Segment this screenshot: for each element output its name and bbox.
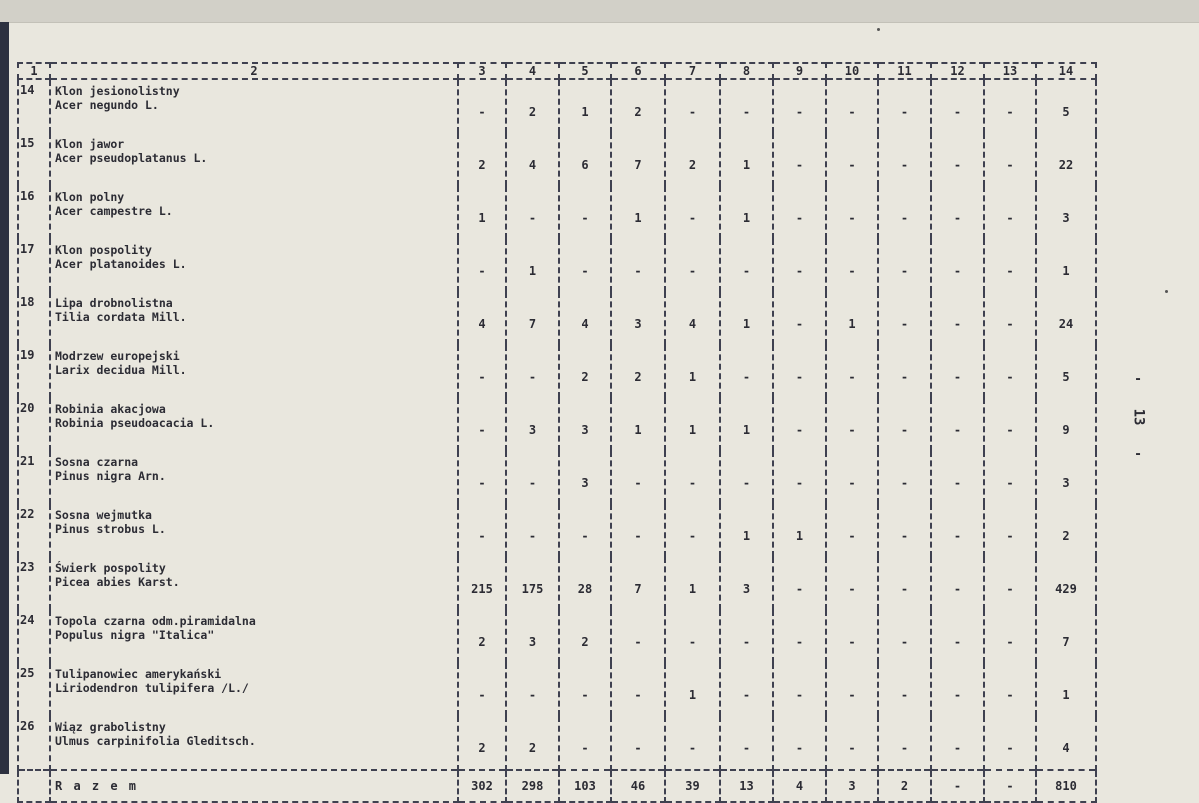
value-cell: - [665,504,720,557]
value-cell: 1 [458,186,506,239]
value-cell: - [931,345,984,398]
latin-name: Pinus nigra Arn. [55,469,166,483]
value-cell: - [984,79,1036,133]
species-name-cell [50,186,458,239]
value-cell: 4 [665,292,720,345]
value-cell: 1 [720,186,773,239]
row-number: 20 [18,398,50,451]
value-cell: - [984,716,1036,770]
value-cell: - [878,398,931,451]
value-cell: 1 [665,557,720,610]
value-cell: 1 [506,239,559,292]
total-cell: 3 [826,770,878,802]
species-name-cell [50,292,458,345]
value-cell: - [984,610,1036,663]
value-cell: - [611,663,665,716]
paper-top-edge [0,0,1199,23]
value-cell: - [611,716,665,770]
total-cell: 39 [665,770,720,802]
species-name-cell [50,504,458,557]
value-cell: - [720,716,773,770]
table-row [18,663,1096,716]
table-row [18,345,1096,398]
species-table [17,62,1097,803]
value-cell: 7 [1036,610,1096,663]
header-cell: 1 [18,63,50,79]
row-number: 17 [18,239,50,292]
value-cell: - [931,292,984,345]
value-cell: - [826,345,878,398]
value-cell: - [984,292,1036,345]
value-cell: - [665,79,720,133]
value-cell: - [458,663,506,716]
value-cell: - [773,663,826,716]
value-cell: - [458,398,506,451]
species-name-cell [50,663,458,716]
value-cell: - [559,186,611,239]
total-cell: 298 [506,770,559,802]
total-cell: 103 [559,770,611,802]
polish-name: Modrzew europejski [55,349,180,363]
value-cell: 2 [559,610,611,663]
value-cell: - [878,557,931,610]
page-dash: - [1134,447,1142,462]
value-cell: - [458,79,506,133]
value-cell: 5 [1036,345,1096,398]
header-cell: 3 [458,63,506,79]
value-cell: - [826,504,878,557]
value-cell: - [458,451,506,504]
value-cell: 2 [611,79,665,133]
value-cell: - [826,186,878,239]
value-cell: 3 [506,610,559,663]
value-cell: 429 [1036,557,1096,610]
latin-name: Larix decidua Mill. [55,363,187,377]
value-cell: 4 [559,292,611,345]
value-cell: 1 [1036,239,1096,292]
value-cell: 9 [1036,398,1096,451]
value-cell: - [611,239,665,292]
total-cell: 4 [773,770,826,802]
value-cell: 4 [458,292,506,345]
value-cell: - [931,79,984,133]
latin-name: Acer negundo L. [55,98,159,112]
value-cell: - [826,451,878,504]
value-cell: - [665,239,720,292]
header-cell: 9 [773,63,826,79]
latin-name: Tilia cordata Mill. [55,310,187,324]
value-cell: 1 [720,504,773,557]
table-row [18,292,1096,345]
value-cell: - [665,451,720,504]
polish-name: Sosna wejmutka [55,508,152,522]
polish-name: Tulipanowiec amerykański [55,667,222,681]
species-name-cell [50,345,458,398]
row-number: 26 [18,716,50,770]
latin-name: Populus nigra "Italica" [55,628,215,642]
value-cell: - [773,398,826,451]
value-cell: - [931,451,984,504]
value-cell: - [773,186,826,239]
value-cell: - [826,557,878,610]
value-cell: 2 [1036,504,1096,557]
value-cell: 2 [506,79,559,133]
value-cell: - [720,79,773,133]
value-cell: - [720,239,773,292]
polish-name: Klon pospolity [55,243,152,257]
total-cell: 302 [458,770,506,802]
value-cell: - [984,398,1036,451]
value-cell: 2 [559,345,611,398]
value-cell: - [878,292,931,345]
header-cell: 2 [50,63,458,79]
value-cell: - [826,133,878,186]
value-cell: - [611,451,665,504]
latin-name: Acer campestre L. [55,204,173,218]
header-cell: 12 [931,63,984,79]
latin-name: Pinus strobus L. [55,522,166,536]
value-cell: - [931,186,984,239]
polish-name: Klon polny [55,190,125,204]
row-number: 23 [18,557,50,610]
latin-name: Picea abies Karst. [55,575,180,589]
value-cell: - [826,716,878,770]
value-cell: 1 [720,133,773,186]
value-cell: - [931,663,984,716]
table-row [18,716,1096,770]
polish-name: Klon jesionolistny [55,84,180,98]
header-cell: 7 [665,63,720,79]
value-cell: - [773,557,826,610]
value-cell: - [559,239,611,292]
value-cell: - [826,610,878,663]
value-cell: 1 [611,398,665,451]
value-cell: - [559,504,611,557]
value-cell: - [931,504,984,557]
value-cell: - [773,79,826,133]
value-cell: 7 [611,557,665,610]
value-cell: - [506,345,559,398]
value-cell: 3 [506,398,559,451]
value-cell: - [665,186,720,239]
table-row [18,451,1096,504]
polish-name: Świerk pospolity [55,561,166,575]
header-cell: 6 [611,63,665,79]
row-number: 25 [18,663,50,716]
value-cell: - [878,716,931,770]
value-cell: - [984,186,1036,239]
row-number: 19 [18,345,50,398]
polish-name: Wiąz grabolistny [55,720,166,734]
value-cell: - [720,610,773,663]
value-cell: - [878,451,931,504]
value-cell: - [931,239,984,292]
value-cell: - [773,451,826,504]
value-cell: - [878,79,931,133]
value-cell: - [878,345,931,398]
value-cell: 215 [458,557,506,610]
value-cell: - [458,504,506,557]
value-cell: - [559,663,611,716]
latin-name: Liriodendron tulipifera /L./ [55,681,249,695]
total-cell: 2 [878,770,931,802]
value-cell: - [773,239,826,292]
value-cell: - [611,610,665,663]
value-cell: - [931,557,984,610]
species-name-cell [50,133,458,186]
species-name-cell [50,239,458,292]
value-cell: - [773,716,826,770]
species-name-cell [50,557,458,610]
value-cell: - [984,345,1036,398]
value-cell: - [506,663,559,716]
value-cell: - [720,451,773,504]
total-cell: 810 [1036,770,1096,802]
table-row [18,504,1096,557]
table-row [18,186,1096,239]
value-cell: 4 [506,133,559,186]
value-cell: 2 [458,610,506,663]
latin-name: Robinia pseudoacacia L. [55,416,215,430]
value-cell: - [665,610,720,663]
value-cell: - [665,716,720,770]
paper-speck [877,28,880,31]
table-row [18,557,1096,610]
value-cell: - [931,610,984,663]
value-cell: - [878,186,931,239]
value-cell: 2 [665,133,720,186]
value-cell: 24 [1036,292,1096,345]
value-cell: - [984,239,1036,292]
value-cell: 1 [665,345,720,398]
row-number: 14 [18,79,50,133]
value-cell: - [773,345,826,398]
value-cell: - [720,663,773,716]
paper-speck [1165,290,1168,293]
value-cell: - [931,133,984,186]
table-row [18,398,1096,451]
value-cell: 3 [1036,451,1096,504]
header-row [18,63,1096,79]
table-row [18,79,1096,133]
value-cell: - [984,451,1036,504]
value-cell: 3 [720,557,773,610]
value-cell: - [878,504,931,557]
value-cell: 3 [1036,186,1096,239]
value-cell: - [506,186,559,239]
value-cell: 1 [1036,663,1096,716]
header-cell: 11 [878,63,931,79]
header-cell: 10 [826,63,878,79]
value-cell: - [878,610,931,663]
table-row [18,239,1096,292]
species-name-cell [50,610,458,663]
header-cell: 4 [506,63,559,79]
value-cell: - [458,345,506,398]
value-cell: 7 [506,292,559,345]
value-cell: 1 [826,292,878,345]
value-cell: - [984,663,1036,716]
value-cell: - [720,345,773,398]
header-cell: 14 [1036,63,1096,79]
polish-name: Klon jawor [55,137,125,151]
value-cell: 28 [559,557,611,610]
value-cell: - [506,451,559,504]
value-cell: - [984,133,1036,186]
value-cell: - [826,663,878,716]
value-cell: - [826,398,878,451]
row-number: 21 [18,451,50,504]
row-number: 16 [18,186,50,239]
value-cell: 2 [506,716,559,770]
value-cell: - [878,239,931,292]
row-number: 15 [18,133,50,186]
value-cell: - [773,292,826,345]
total-cell: - [984,770,1036,802]
value-cell: - [931,716,984,770]
value-cell: 3 [611,292,665,345]
latin-name: Acer platanoides L. [55,257,187,271]
table-row [18,133,1096,186]
value-cell: - [458,239,506,292]
value-cell: - [611,504,665,557]
value-cell: 6 [559,133,611,186]
value-cell: 1 [720,398,773,451]
value-cell: 3 [559,451,611,504]
row-number: 18 [18,292,50,345]
value-cell: 1 [665,663,720,716]
value-cell: 2 [458,716,506,770]
value-cell: 4 [1036,716,1096,770]
value-cell: - [878,133,931,186]
value-cell: - [773,610,826,663]
value-cell: 1 [665,398,720,451]
value-cell: - [773,133,826,186]
latin-name: Acer pseudoplatanus L. [55,151,208,165]
value-cell: 22 [1036,133,1096,186]
latin-name: Ulmus carpinifolia Gleditsch. [55,734,256,748]
total-cell: 13 [720,770,773,802]
header-cell: 5 [559,63,611,79]
polish-name: Lipa drobnolistna [55,296,173,310]
value-cell: 1 [773,504,826,557]
value-cell: - [826,239,878,292]
total-cell: - [931,770,984,802]
total-cell: 46 [611,770,665,802]
value-cell: - [559,716,611,770]
value-cell: 1 [611,186,665,239]
value-cell: 5 [1036,79,1096,133]
species-name-cell [50,79,458,133]
value-cell: - [826,79,878,133]
header-cell: 8 [720,63,773,79]
binding-edge [0,22,9,774]
species-name-cell [50,716,458,770]
total-number-cell [18,770,50,802]
value-cell: 3 [559,398,611,451]
value-cell: - [506,504,559,557]
value-cell: 7 [611,133,665,186]
row-number: 24 [18,610,50,663]
row-number: 22 [18,504,50,557]
value-cell: 2 [611,345,665,398]
page-number: 13 [1129,408,1146,426]
polish-name: Sosna czarna [55,455,139,469]
header-cell: 13 [984,63,1036,79]
value-cell: - [931,398,984,451]
value-cell: 175 [506,557,559,610]
value-cell: - [984,504,1036,557]
value-cell: 1 [720,292,773,345]
value-cell: 2 [458,133,506,186]
page-dash: - [1134,372,1142,387]
species-name-cell [50,398,458,451]
polish-name: Topola czarna odm.piramidalna [55,614,256,628]
polish-name: Robinia akacjowa [55,402,166,416]
value-cell: - [984,557,1036,610]
value-cell: - [878,663,931,716]
table-row [18,610,1096,663]
value-cell: 1 [559,79,611,133]
page-number-marker [1128,372,1148,482]
species-name-cell [50,451,458,504]
total-label: R a z e m [50,770,458,802]
total-row [18,770,1096,802]
